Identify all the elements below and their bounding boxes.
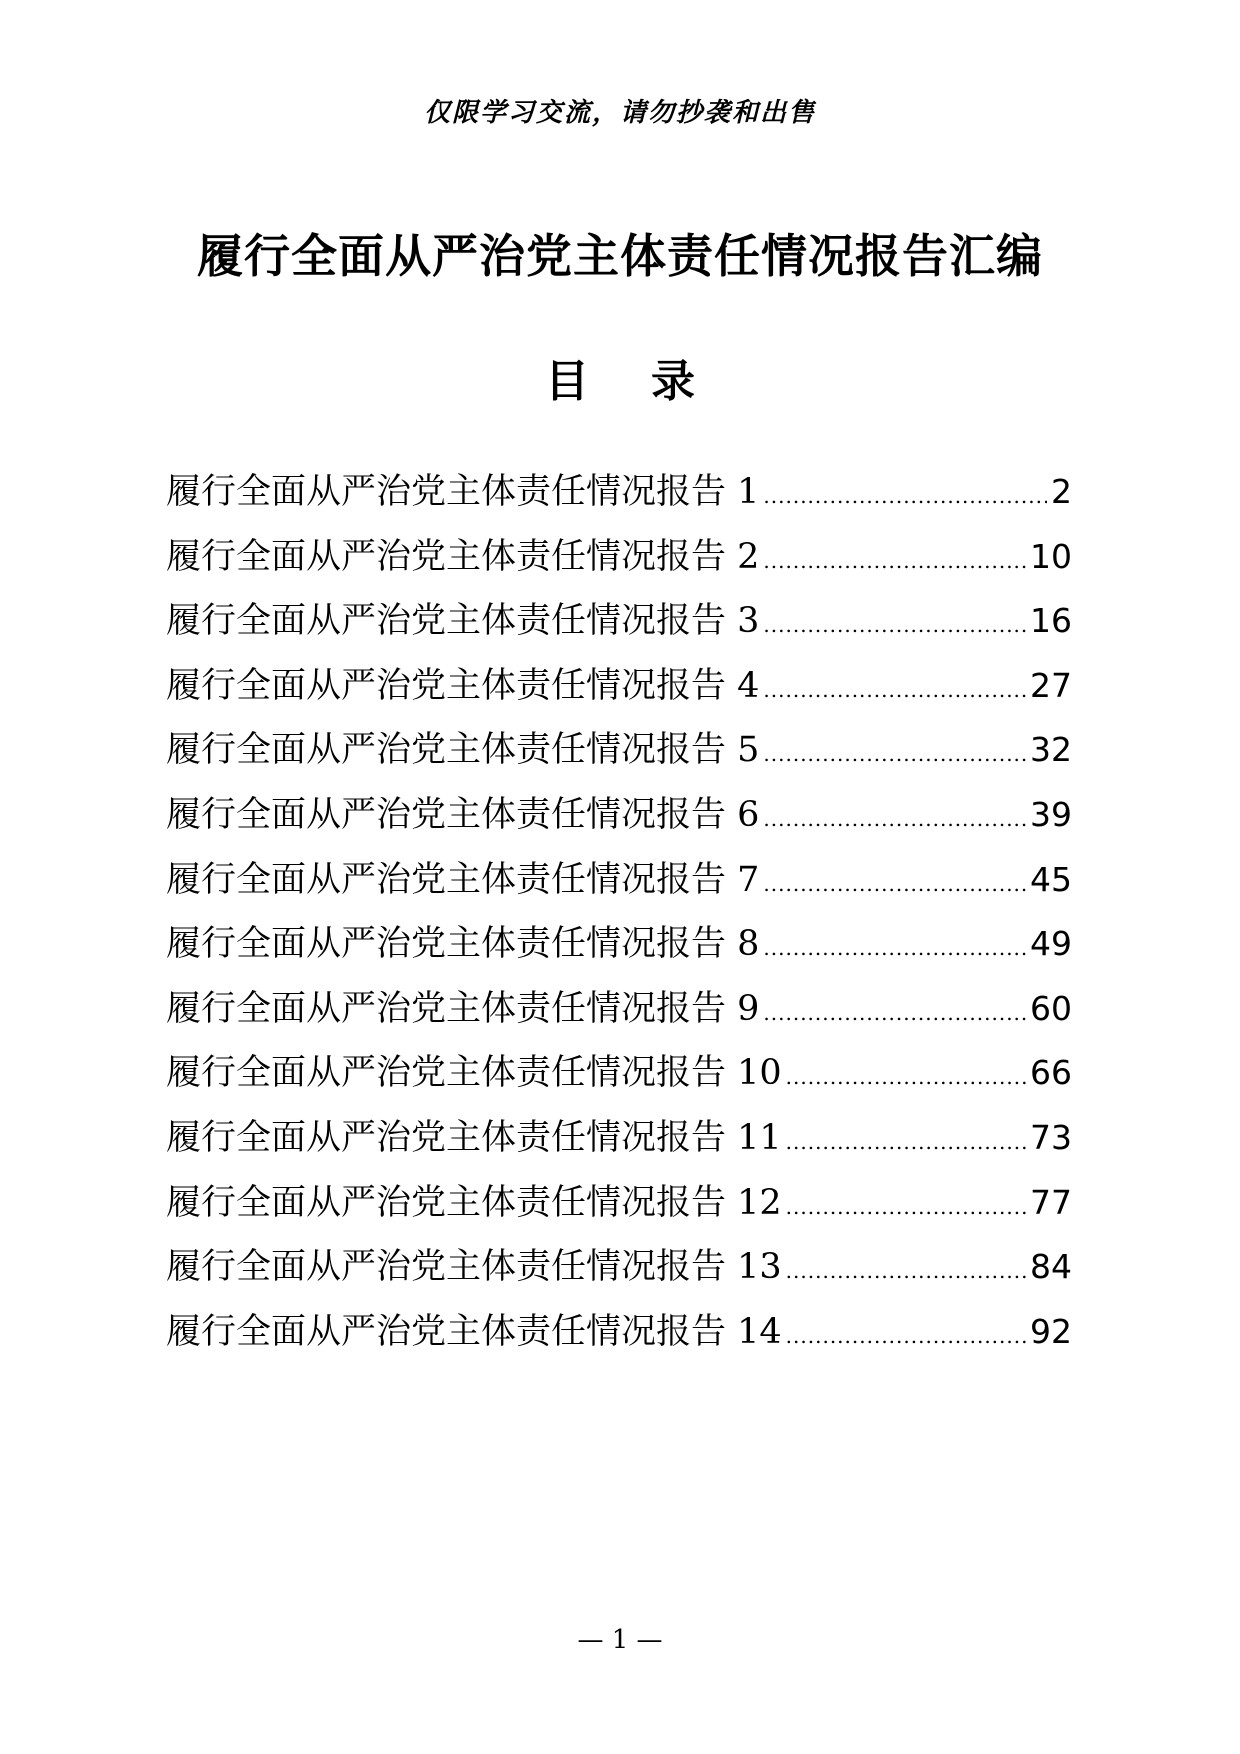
toc-entry-page: 16	[1030, 601, 1072, 641]
toc-entry-title: 履行全面从严治党主体责任情况报告 7	[166, 859, 760, 900]
toc-dot-leader	[786, 1065, 1026, 1089]
toc-entry-title: 履行全面从严治党主体责任情况报告 9	[166, 988, 760, 1029]
toc-entry-title: 履行全面从严治党主体责任情况报告 2	[166, 536, 760, 577]
toc-entry[interactable]	[166, 1045, 1072, 1110]
toc-entry-title: 履行全面从严治党主体责任情况报告 8	[166, 924, 760, 965]
toc-entry[interactable]	[166, 658, 1072, 723]
toc-dot-leader	[763, 549, 1026, 573]
toc-dot-leader	[786, 1195, 1026, 1219]
toc-heading	[0, 345, 1240, 409]
toc-dot-leader	[763, 742, 1026, 766]
usage-notice: 仅限学习交流，请勿抄袭和出售	[423, 98, 816, 128]
toc-entry-page: 45	[1030, 859, 1072, 899]
toc-entry-title: 履行全面从严治党主体责任情况报告 1	[166, 472, 760, 512]
toc-entry-title: 履行全面从严治党主体责任情况报告 6	[166, 794, 760, 835]
toc-entry-title: 履行全面从严治党主体责任情况报告 10	[166, 1053, 782, 1094]
toc-dot-leader	[763, 936, 1026, 960]
toc-entry-page: 77	[1030, 1182, 1072, 1222]
toc-entry[interactable]	[166, 852, 1072, 917]
toc-dot-leader	[763, 872, 1026, 896]
toc-heading-right: 录	[651, 356, 695, 407]
toc-entry[interactable]	[166, 593, 1072, 658]
toc-entry-page: 2	[1051, 472, 1072, 511]
toc-entry[interactable]	[166, 787, 1072, 852]
toc-dot-leader	[763, 613, 1026, 637]
toc-entry-page: 49	[1030, 924, 1072, 964]
toc-entry[interactable]	[166, 1110, 1072, 1175]
toc-entry-page: 32	[1030, 730, 1072, 770]
toc-dot-leader	[763, 1001, 1026, 1025]
toc-entry-page: 27	[1030, 665, 1072, 705]
toc-entry-page: 92	[1030, 1311, 1072, 1351]
toc-dot-leader	[763, 484, 1047, 508]
toc-entry-page: 39	[1030, 794, 1072, 834]
toc-dot-leader	[786, 1259, 1026, 1283]
toc-entry[interactable]	[166, 916, 1072, 981]
toc-entry-title: 履行全面从严治党主体责任情况报告 14	[166, 1311, 782, 1352]
page-number-footer: — 1 —	[577, 1625, 663, 1655]
toc-entry[interactable]	[166, 464, 1072, 529]
toc-entry[interactable]	[166, 1175, 1072, 1240]
toc-dot-leader	[763, 678, 1026, 702]
toc-dot-leader	[763, 807, 1026, 831]
document-title: 履行全面从严治党主体责任情况报告汇编	[197, 229, 1043, 283]
toc-entry-page: 66	[1030, 1053, 1072, 1093]
toc-entry-page: 10	[1030, 536, 1072, 576]
toc-entry-title: 履行全面从严治党主体责任情况报告 13	[166, 1247, 782, 1288]
table-of-contents	[166, 464, 1072, 1368]
toc-entry-title: 履行全面从严治党主体责任情况报告 4	[166, 665, 760, 706]
toc-entry-page: 60	[1030, 988, 1072, 1028]
toc-dot-leader	[786, 1130, 1026, 1154]
toc-entry-page: 84	[1030, 1247, 1072, 1287]
toc-entry[interactable]	[166, 722, 1072, 787]
toc-entry[interactable]	[166, 981, 1072, 1046]
toc-dot-leader	[786, 1324, 1026, 1348]
toc-entry-title: 履行全面从严治党主体责任情况报告 5	[166, 730, 760, 771]
toc-entry[interactable]	[166, 1239, 1072, 1304]
toc-heading-left: 目	[545, 356, 589, 407]
toc-entry-title: 履行全面从严治党主体责任情况报告 12	[166, 1182, 782, 1223]
toc-entry[interactable]	[166, 1304, 1072, 1369]
toc-entry-page: 73	[1030, 1117, 1072, 1157]
toc-entry[interactable]	[166, 529, 1072, 594]
toc-entry-title: 履行全面从严治党主体责任情况报告 11	[166, 1117, 782, 1158]
toc-entry-title: 履行全面从严治党主体责任情况报告 3	[166, 601, 760, 642]
